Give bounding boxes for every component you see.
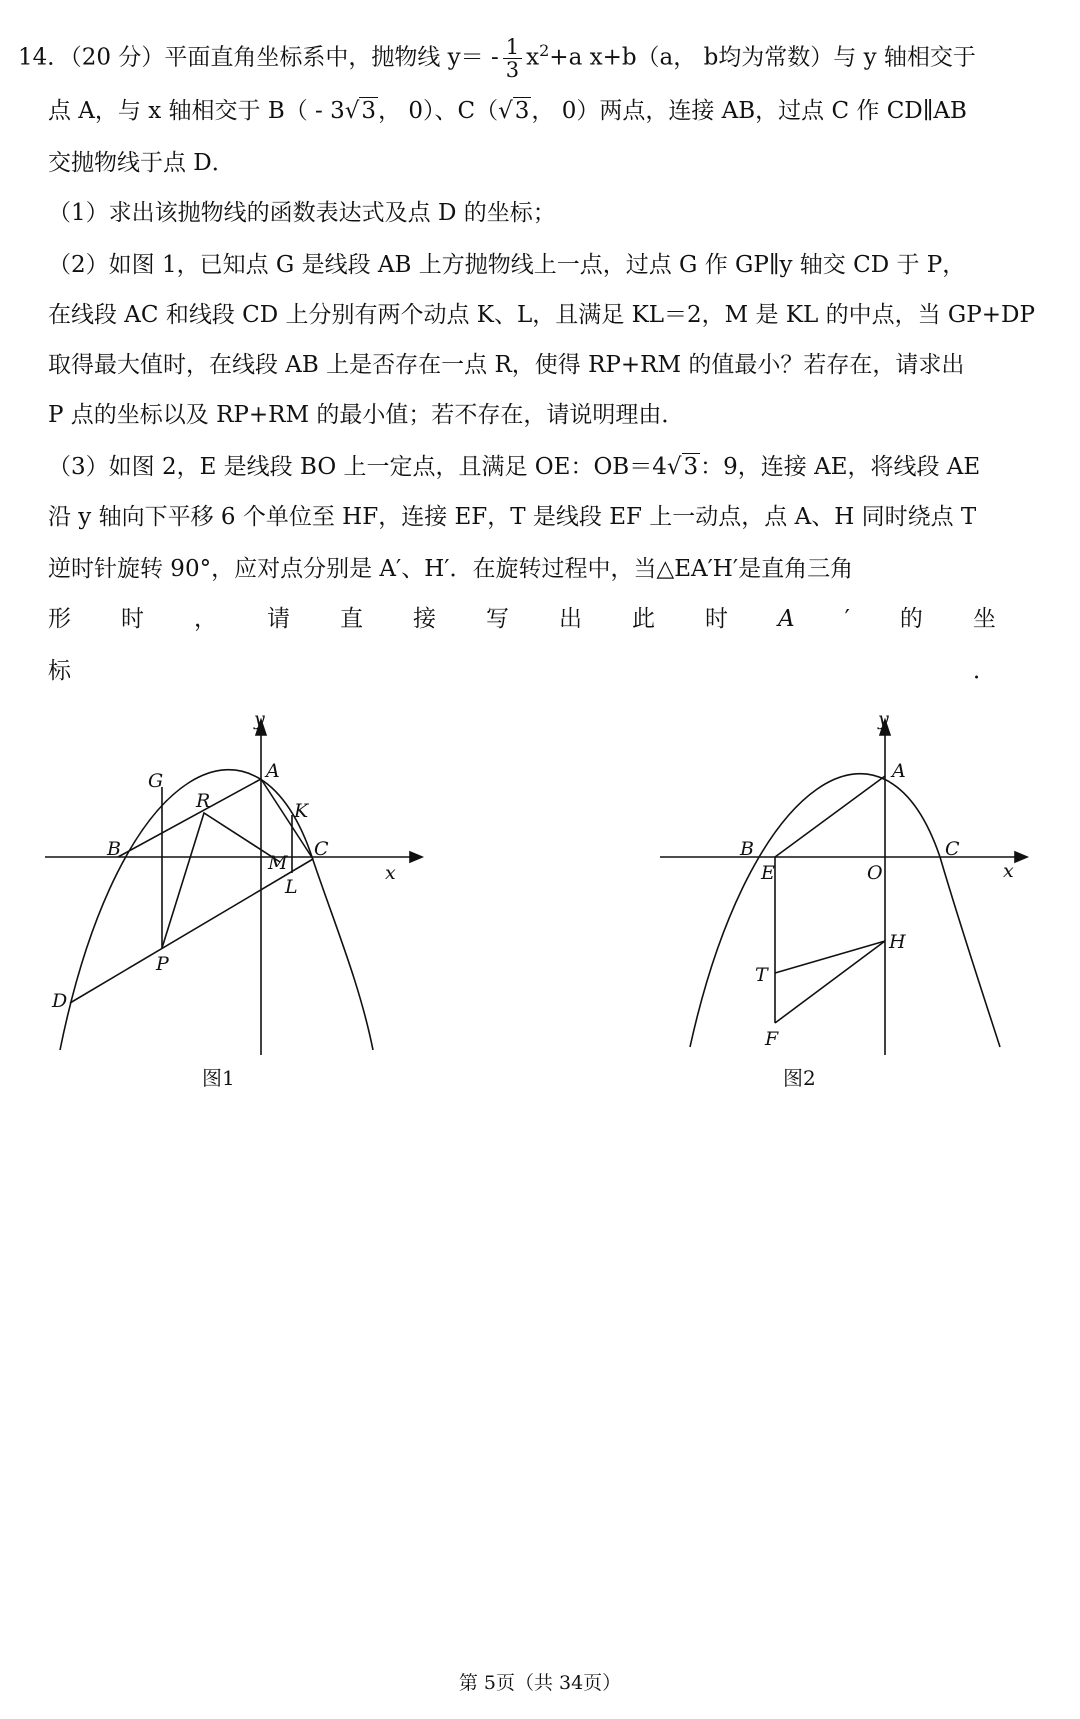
question-line-3: 交抛物线于点 D． [48, 150, 235, 176]
stem-text-2: +a x+b（a， b均为常数）与 y 轴相交于 [549, 44, 976, 71]
label-F: F [765, 1028, 779, 1050]
label-x: x [1003, 860, 1014, 882]
label-G: G [148, 770, 164, 792]
segment-TH [775, 941, 885, 973]
char: 标 [48, 658, 71, 684]
label-P: P [156, 953, 169, 975]
part-3-line-3: 逆时针旋转 90°，应对点分别是 A′、H′．在旋转过程中，当△EA′H′是直角三角 [48, 556, 854, 582]
char: ， [194, 606, 217, 632]
char: 接 [413, 606, 436, 632]
part-2-line-1: （2）如图 1，已知点 G 是线段 AB 上方抛物线上一点，过点 G 作 GP∥y 轴交 CD 于 P， [48, 252, 966, 278]
label-A: A [266, 760, 280, 782]
fraction-denominator: 3 [505, 58, 520, 83]
char: 写 [486, 606, 509, 632]
label-O: O [867, 862, 883, 884]
figure-2 [655, 708, 1055, 1175]
sqrt-expression: √3 [344, 98, 377, 124]
part-1: （1）求出该抛物线的函数表达式及点 D 的坐标； [48, 200, 556, 226]
x-axis-arrow [410, 852, 422, 862]
char: 此 [632, 606, 655, 632]
fraction [503, 36, 522, 81]
exponent: 2 [539, 41, 550, 60]
fraction-numerator: 1 [503, 36, 522, 59]
char: 时 [121, 606, 144, 632]
figure-2-caption: 图2 [783, 1066, 816, 1090]
part-2-line-4: P 点的坐标以及 RP+RM 的最小值；若不存在，请说明理由． [48, 402, 685, 428]
line2-text-b: ， 0）、C（ [378, 98, 499, 124]
part-3-line-4 [48, 592, 996, 646]
label-R: R [196, 790, 211, 812]
sqrt-expression-2: √3 [498, 98, 530, 124]
label-C: C [314, 838, 329, 860]
part-3-line-1 [48, 440, 980, 494]
part-2-line-3: 取得最大值时，在线段 AB 上是否存在一点 R，使得 RP+RM 的值最小？若存在，请求出 [48, 352, 965, 378]
part-3-text-a: （3）如图 2，E 是线段 BO 上一定点，且满足 OE：OB＝4 [48, 454, 667, 480]
segment-AE [775, 776, 885, 857]
label-K: K [294, 800, 309, 822]
label-T: T [755, 964, 768, 986]
radicand-2: 3 [514, 98, 530, 124]
line2-text-c: ， 0）两点，连接 AB，过点 C 作 CD∥AB [531, 98, 967, 124]
radicand-3: 3 [683, 454, 699, 480]
char: 直 [340, 606, 363, 632]
segment-HF [775, 941, 885, 1023]
label-x: x [385, 862, 396, 884]
label-L: L [285, 876, 298, 898]
label-D: D [52, 990, 68, 1012]
x-axis-arrow [1015, 852, 1027, 862]
label-B: B [740, 838, 754, 860]
char: 坐 [972, 606, 996, 632]
char: 的 [899, 606, 923, 632]
label-M: M [268, 852, 288, 874]
radicand: 3 [361, 98, 377, 124]
label-A: A [892, 760, 906, 782]
char: A [778, 606, 795, 632]
question-score: （20 分） [70, 44, 165, 71]
char: 时 [705, 606, 728, 632]
label-C: C [945, 838, 960, 860]
label-y: y [254, 708, 265, 730]
label-H: H [889, 931, 906, 953]
label-E: E [761, 862, 775, 884]
segment-PRM [162, 813, 280, 948]
part-3-line-5 [48, 644, 996, 698]
figure-1-caption: 图1 [202, 1066, 235, 1090]
label-B: B [107, 838, 121, 860]
parabola [690, 774, 1000, 1047]
answer-end-period: ． [973, 658, 996, 684]
figure-1 [40, 708, 430, 1175]
char: 形 [48, 606, 71, 632]
page-footer: 第 5页（共 34页） [458, 1672, 622, 1694]
part-3-text-b: ：9，连接 AE，将线段 AE [700, 454, 981, 480]
question-number: 14． [18, 44, 71, 71]
question-line-2 [48, 84, 967, 138]
label-y: y [878, 708, 889, 730]
char: 出 [559, 606, 582, 632]
part-3-line-2: 沿 y 轴向下平移 6 个单位至 HF，连接 EF，T 是线段 EF 上一动点，点 A、H 同时绕点 T [48, 504, 977, 530]
segment-AB [118, 779, 261, 857]
stem-text: 平面直角坐标系中，抛物线 y＝ - [164, 44, 499, 71]
parabola [60, 770, 373, 1050]
segment-CD [70, 859, 313, 1003]
sqrt-expression-3: √3 [666, 454, 699, 480]
variable-x: x [526, 44, 540, 71]
part-2-line-2: 在线段 AC 和线段 CD 上分别有两个动点 K、L，且满足 KL＝2，M 是 KL 的中点，当 GP+DP [48, 302, 1035, 328]
question-line-1 [18, 24, 976, 83]
char: 请 [267, 606, 290, 632]
line2-text-a: 点 A，与 x 轴相交于 B（ - 3 [48, 98, 345, 124]
char: ′ [844, 606, 850, 632]
